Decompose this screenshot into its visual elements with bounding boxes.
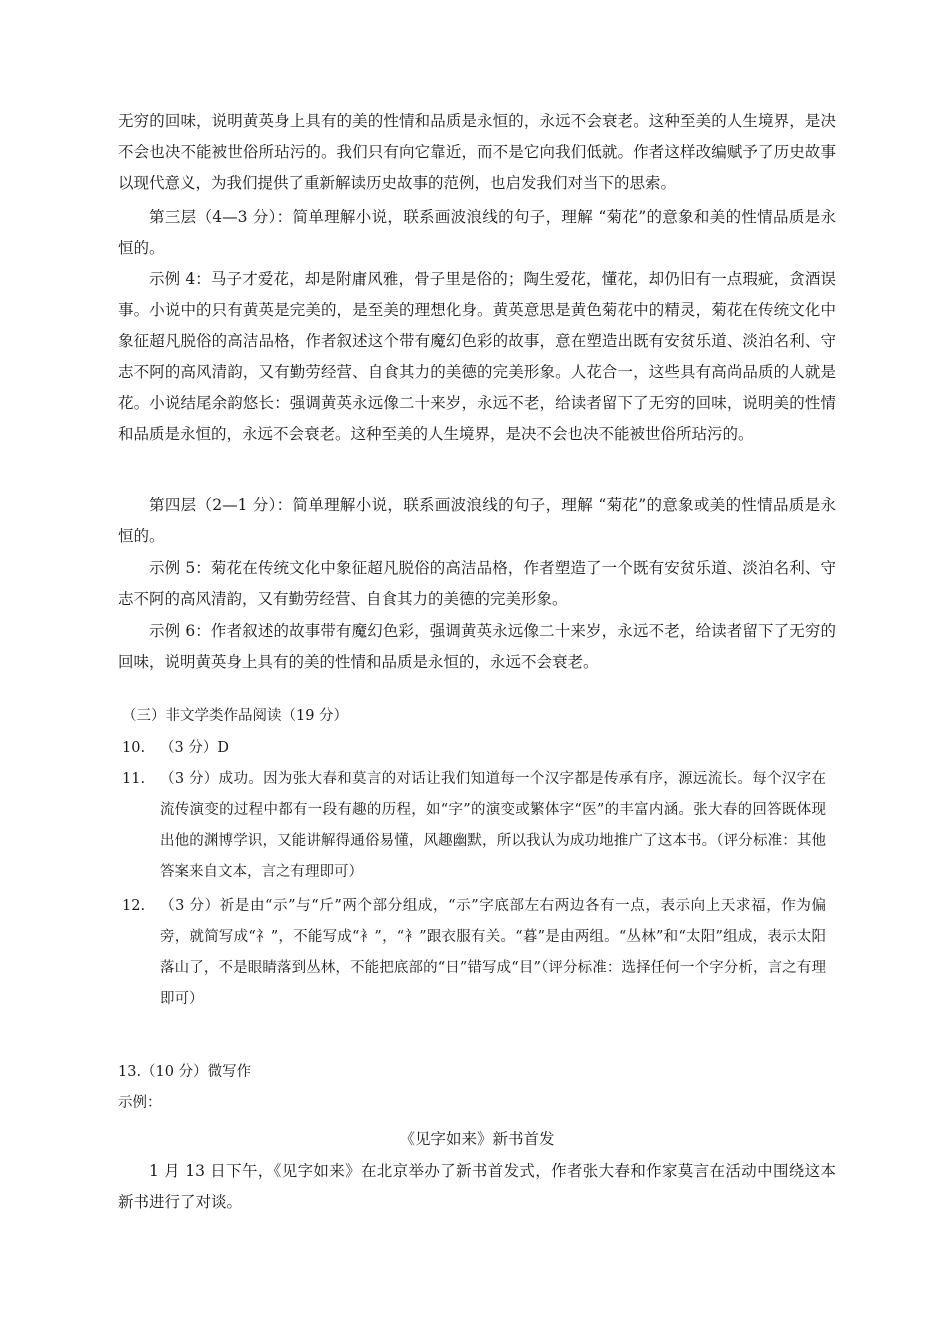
paragraph-continuation: 无穷的回味，说明黄英身上具有的美的性情和品质是永恒的，永远不会衰老。这种至美的人生境界，是决不会也决不能被世俗所玷污的。我们只有向它靠近，而不是它向我们低就。作者这样改编赋予了历史故事以现代意义，为我们提供了重新解读历史故事的范例，也启发我们对当下的思索。 bbox=[118, 112, 836, 192]
question-number: 10. bbox=[122, 740, 146, 756]
answer-q12 bbox=[122, 891, 826, 1015]
paragraph-level-four: 第四层（2—1 分）：简单理解小说，联系画波浪线的句子，理解 “菊花”的意象或美的性情品质是永恒的。 bbox=[118, 496, 836, 545]
question-13-heading: 13.（10 分）微写作 bbox=[118, 1064, 252, 1080]
paragraph-example-4: 示例 4：马子才爱花，却是附庸风雅，骨子里是俗的；陶生爱花，懂花，却仍旧有一点瑕疵，贪酒误事。小说中的只有黄英是完美的，是至美的理想化身。黄英意思是黄色菊花中的精灵，菊花在传统文化中象征超凡脱俗的高洁品格，作者叙述这个带有魔幻色彩的故事，意在塑造出既有安贫乐道、淡泊名利、守志不阿的高风清韵，又有勤劳经营、自食其力的美德的完美形象。人花合一，这些具有高尚品质的人就是花。小说结尾余韵悠长：强调黄英永远像二十来岁，永远不老，给读者留下了无穷的回味，说明美的性情和品质是永恒的，永远不会衰老。这种至美的人生境界，是决不会也决不能被世俗所玷污的。 bbox=[118, 270, 836, 443]
paragraph-level-three: 第三层（4—3 分）：简单理解小说，联系画波浪线的句子，理解 “菊花”的意象和美的性情品质是永恒的。 bbox=[118, 208, 836, 257]
example-body: 1 月 13 日下午，《见字如来》在北京举办了新书首发式，作者张大春和作家莫言在活动中围绕这本新书进行了对谈。 bbox=[118, 1162, 836, 1211]
answer-text: （3 分）成功。因为张大春和莫言的对话让我们知道每一个汉字都是传承有序，源远流长。每个汉字在流传演变的过程中都有一段有趣的历程，如“字”的演变或繁体字“医”的丰富内涵。张大春的回答既体现出他的渊博学识，又能讲解得通俗易懂，风趣幽默，所以我认为成功地推广了这本书。（评分标准：其他答案来自文本，言之有理即可） bbox=[160, 771, 826, 880]
paragraph-example-5: 示例 5：菊花在传统文化中象征超凡脱俗的高洁品格，作者塑造了一个既有安贫乐道、淡泊名利、守志不阿的高风清韵，又有勤劳经营、自食其力的美德的完美形象。 bbox=[118, 559, 836, 608]
answer-text: （3 分）D bbox=[160, 740, 229, 756]
example-label: 示例： bbox=[118, 1095, 162, 1111]
paragraph-example-6: 示例 6：作者叙述的故事带有魔幻色彩，强调黄英永远像二十来岁，永远不老，给读者留下了无穷的回味，说明黄英身上具有的美的性情和品质是永恒的，永远不会衰老。 bbox=[118, 622, 836, 671]
question-number: 11. bbox=[122, 771, 146, 787]
answer-text: （3 分）祈是由“示”与“斤”两个部分组成，“示”字底部左右两边各有一点，表示向上天求福，作为偏旁，就简写成“礻”，不能写成“衤”，“衤”跟衣服有关。“暮”是由两组。“丛林”和“太阳”组成，表示太阳落山了，不是眼睛落到丛林，不能把底部的“日”错写成“目”（评分标准：选择任何一个字分析，言之有理即可） bbox=[160, 898, 826, 1007]
section-heading-nonliterary: （三）非文学类作品阅读（19 分） bbox=[122, 708, 349, 724]
example-title: 《见字如来》新书首发 bbox=[399, 1130, 555, 1148]
question-number: 12. bbox=[122, 898, 146, 914]
answer-q11 bbox=[122, 764, 826, 888]
answer-q10 bbox=[122, 733, 826, 764]
